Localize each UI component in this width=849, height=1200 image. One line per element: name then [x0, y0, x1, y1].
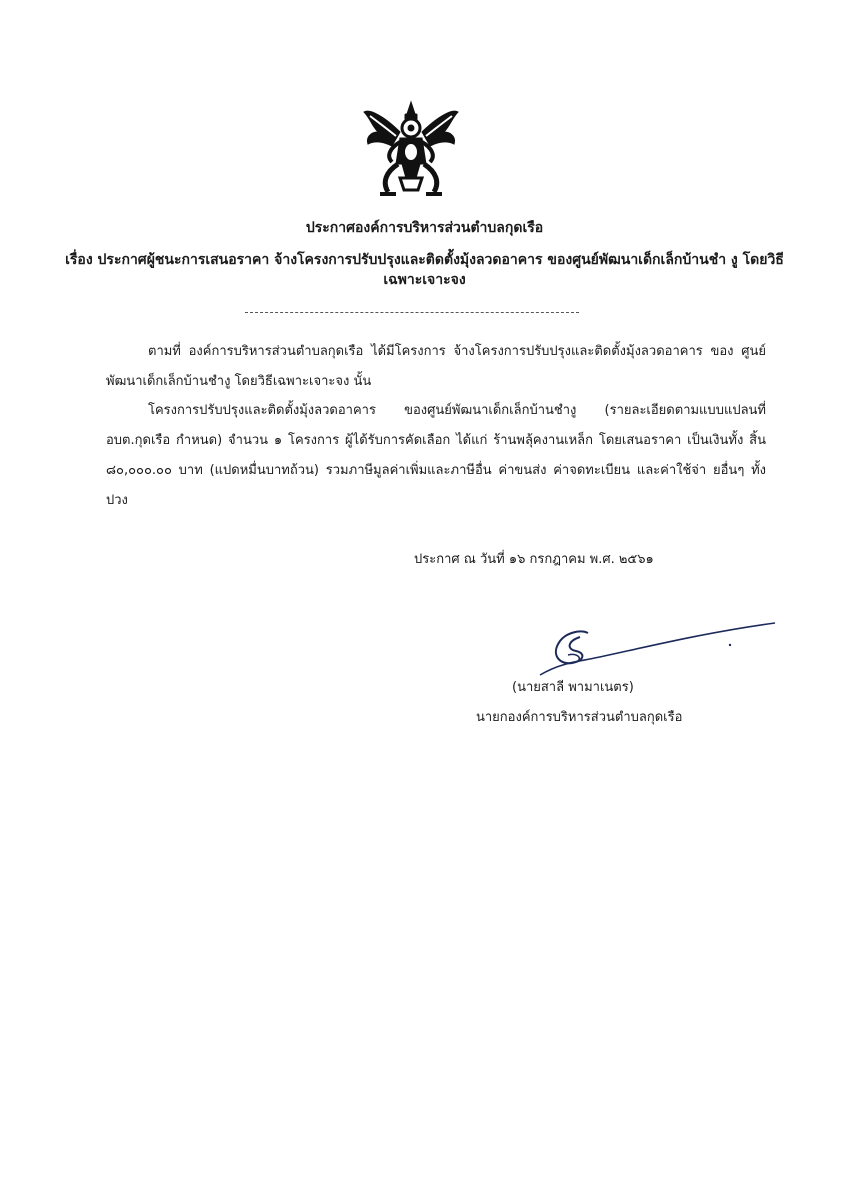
announcement-subject: เรื่อง ประกาศผู้ชนะการเสนอราคา จ้างโครงการปรับปรุงและติดตั้งมุ้งลวดอาคาร ของศูนย์พัฒนาเด็กเล็กบ้านชำ งู โดยวิธีเฉพาะเจาะจง	[65, 252, 784, 288]
signer-position: นายกองค์การบริหารส่วนตำบลกุดเรือ	[476, 710, 683, 725]
paragraph-text: ตามที่ องค์การบริหารส่วนตำบลกุดเรือ ได้มีโครงการ จ้างโครงการปรับปรุงและติดตั้งมุ้งลวดอาคาร ของ ศูนย์พัฒนาเด็กเล็กบ้านชำงู โดยวิธีเฉพาะเจาะจง นั้น	[106, 344, 766, 389]
paragraph-text: โครงการปรับปรุงและติดตั้งมุ้งลวดอาคาร ของศูนย์พัฒนาเด็กเล็กบ้านชำงู (รายละเอียดตามแบบแปลนที่ อบต.กุดเรือ กำหนด) จำนวน ๑ โครงการ ผู้ได้รับการคัดเลือก ได้แก่ ร้านพลุ้คงานเหล็ก โดยเสนอราคา เป็นเงินทั้ง สิ้น ๘๐,๐๐๐.๐๐ บาท (แปดหมื่นบาทถ้วน) รวมภาษีมูลค่าเพิ่มและภาษีอื่น ค่าขนส่ง ค่าจดทะเบียน และค่าใช้จ่า ยอื่นๆ ทั้งปวง	[106, 403, 766, 508]
divider	[245, 312, 579, 313]
signer-name: (นายสาลี พามาเนตร)	[512, 680, 634, 695]
announcement-date: ประกาศ ณ วันที่ ๑๖ กรกฎาคม พ.ศ. ๒๕๖๑	[414, 552, 654, 567]
body-paragraph	[106, 337, 766, 397]
garuda-emblem-icon	[356, 98, 466, 206]
announcement-title: ประกาศองค์การบริหารส่วนตำบลกุดเรือ	[305, 220, 544, 236]
body-paragraph	[106, 396, 766, 516]
